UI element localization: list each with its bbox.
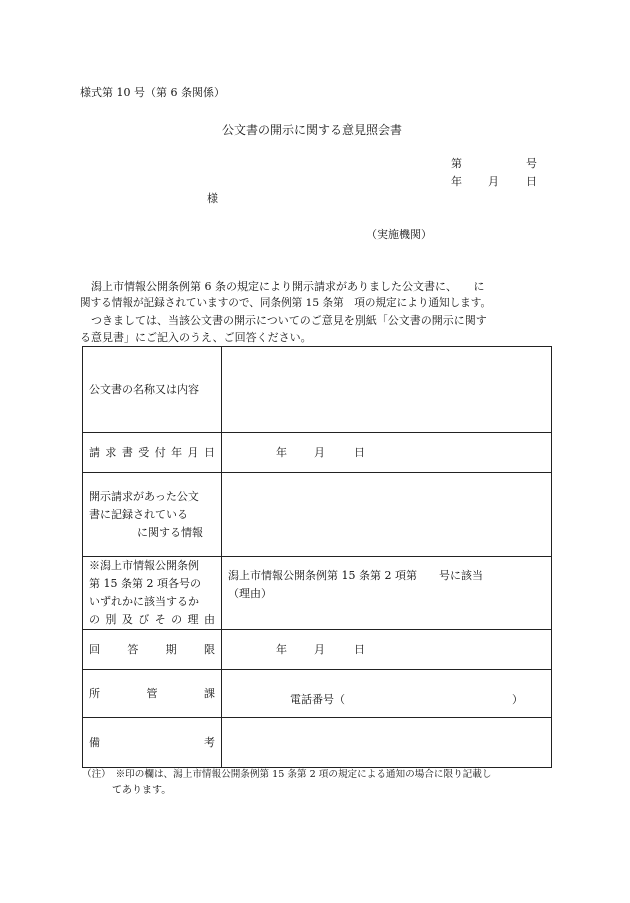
document-number-prefix: 第: [451, 157, 462, 170]
department-field[interactable]: [222, 670, 552, 718]
document-name-label: 公文書の名称又は内容: [83, 347, 222, 433]
label-char: 限: [203, 642, 215, 656]
addressee-suffix: 様: [207, 192, 218, 205]
reason-label: （理由）: [228, 587, 272, 600]
label-line: に関する情報: [137, 525, 203, 539]
body-line: 関する情報が記録されていますので、同条例第 15 条第 項の規定により通知します。: [80, 297, 492, 309]
label-line: ※潟上市情報公開条例: [89, 559, 199, 572]
table-row: [83, 630, 552, 670]
label-line: 書に記録されている: [89, 507, 188, 521]
label-char: 年: [171, 445, 183, 459]
label-char: 受: [138, 445, 150, 459]
table-row: [83, 718, 552, 768]
document-title: 公文書の開示に関する意見照会書: [222, 123, 403, 137]
table-row: [83, 557, 552, 630]
inquiry-table: [82, 346, 552, 768]
body-line: る意見書」にご記入のうえ、ご回答ください。: [80, 331, 312, 344]
date-year: 年: [451, 175, 462, 188]
label-char: 及: [121, 613, 133, 626]
response-deadline-field[interactable]: [222, 630, 552, 670]
remarks-field[interactable]: [222, 718, 552, 768]
document-name-field[interactable]: [222, 347, 552, 433]
label-line: 第 15 条第 2 項各号の: [89, 577, 201, 590]
issuer-label: （実施機関）: [366, 228, 432, 241]
department-label: [83, 670, 222, 718]
phone-close: ）: [512, 693, 523, 706]
label-char: 考: [204, 735, 215, 749]
request-date-day: 日: [354, 445, 365, 459]
phone-label: 電話番号（: [290, 693, 345, 706]
applicable-clause-label: [83, 557, 222, 630]
label-char: 理: [187, 613, 199, 626]
request-date-label: [83, 433, 222, 473]
label-char: 備: [89, 735, 100, 749]
label-char: 付: [154, 445, 166, 459]
deadline-day: 日: [354, 642, 365, 656]
date-day: 日: [526, 175, 537, 188]
footnote-line: てあります。: [112, 785, 172, 796]
label-line: [89, 611, 215, 629]
table-row: [83, 347, 552, 433]
request-date-field[interactable]: [222, 433, 552, 473]
label-char: 別: [105, 613, 117, 626]
label-char: 請: [89, 445, 100, 459]
clause-text: 潟上市情報公開条例第 15 条第 2 項第 号に該当: [228, 569, 483, 582]
footnote-line: （注） ※印の欄は、潟上市情報公開条例第 15 条第 2 項の規定による通知の場合に限り記載し: [82, 769, 492, 780]
label-line: いずれかに該当するか: [89, 595, 199, 608]
table-row: [83, 670, 552, 718]
body-line: 潟上市情報公開条例第 6 条の規定により開示請求がありました公文書に、 に: [80, 280, 485, 293]
label-char: び: [138, 613, 150, 626]
label-char: の: [89, 613, 100, 626]
label-char: そ: [154, 613, 166, 626]
request-date-month: 月: [314, 445, 325, 459]
label-char: 管: [146, 686, 158, 700]
footnote: [82, 767, 562, 799]
label-char: 所: [89, 686, 100, 700]
recorded-info-label: [83, 473, 222, 557]
body-text: [80, 278, 560, 346]
response-deadline-label: [83, 630, 222, 670]
date-month: 月: [488, 175, 499, 188]
document-number-suffix: 号: [526, 157, 537, 170]
table-row: [83, 433, 552, 473]
form-number: 様式第 10 号（第 6 条関係）: [80, 86, 225, 99]
body-line: つきましては、当該公文書の開示についてのご意見を別紙「公文書の開示に関す: [80, 314, 487, 327]
label-char: 求: [105, 445, 117, 459]
label-char: 回: [89, 642, 100, 656]
deadline-year: 年: [276, 642, 287, 656]
label-char: 日: [203, 445, 215, 459]
request-date-year: 年: [276, 445, 287, 459]
table-row: [83, 473, 552, 557]
label-char: 期: [165, 642, 177, 656]
remarks-label: [83, 718, 222, 768]
label-char: 答: [127, 642, 139, 656]
recorded-info-field[interactable]: [222, 473, 552, 557]
label-char: の: [171, 613, 183, 626]
label-char: 書: [121, 445, 133, 459]
label-line: 開示請求があった公文: [89, 489, 199, 503]
label-char: 月: [187, 445, 199, 459]
deadline-month: 月: [314, 642, 325, 656]
label-char: 課: [204, 686, 215, 700]
label-char: 由: [203, 613, 215, 626]
applicable-clause-field[interactable]: [222, 557, 552, 630]
